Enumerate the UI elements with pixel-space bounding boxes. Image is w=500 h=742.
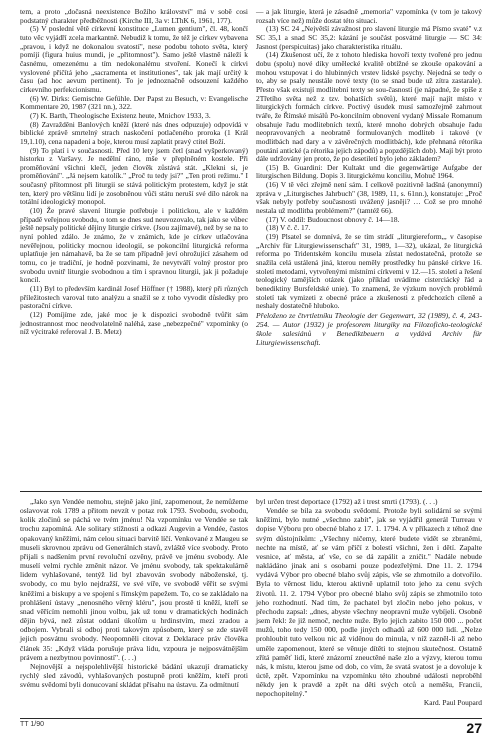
page-footer	[20, 718, 482, 734]
endnote: tem, a proto „dočasná neexistence Božího království" má v sobě cosi podstatný charakter předběžnosti (Kirche III, 3a v: LThK 6, 1961, 177).	[20, 7, 248, 25]
endnotes-right-column	[256, 8, 482, 347]
endnote: (7) K. Barth, Theologische Existenz heute, Mnichov 1933, 3.	[30, 110, 211, 120]
article-paragraph: byl určen trest deportace (1792) až i trest smrti (1793). (. . .)	[256, 497, 438, 506]
endnote: (19) Plsatel se domnívá, že se tím strádí „liturgiereform„, v časopise „Archiv für Liturgiewissenschaft" 31, 1989, 1—32), ukázal, že liturgická reforma po Tridentském koncilu musela zůstat nedostatečná, protože se snažila celá ustálená jiná, kterou neměly prostředky hu pánské církve 16. století metodami, vytvořenými místními církvemi v 12.—15. století a řešení teologický tamějších otázek (jako příklad uvádíme cisterciácký řád a benediktiny Bursfeldské unie). To znamená, že výzkum nových problémů století tak vymizeti z obecné práce a zkušenosti z předchozích cíleně a neshaly dostatečně hluboko.	[256, 232, 482, 311]
endnote: (5) V poslední větě církevní konstituce „Lumen gentium", čl. 48, končí tuto věc vyjádří zcela markantně. Nebudiž k tomu, že též je církev vybavena „pravou, i když ne dokonalou svatostí", nese podobu tohoto světa, který pomíjí (figura huius mundi, je „přitomnost"). Samo ještě vlastně náleží k časnému, omezenému a tím nedokonalému stvoření. Konečí k církvi vyslovené přičítá jeho „sacramenta et institutiones", tak jak mají určitý k času (ad hoc aevum pertinent). To je jednoznačně odsouzení každého církevního perfekcionismu.	[20, 24, 248, 94]
endnote: (17) V. oddíl: Budoucnost obnovy č. 14—18.	[266, 214, 400, 224]
endnote: (11) Byl to především kardinál Josef Höffner († 1988), který při různých příležitostech varoval tuto analýzu a snažil se z toho vyvodit důsledky pro pastorační církve.	[20, 284, 248, 311]
section-divider	[20, 491, 482, 492]
endnote: (14) Zkušenost učí, že z tohoto hlediska hovoří texty tvořené pro jednu dobu (spolu) nové díky umělecké kvalitě obtížné se zkouše opakování a mohou vstupovat i do hlubinných vrstev lidské psychy. Nejedná se tedy o to, aby se psaly neustále nové texty (to se snad bude už zítra zastarale). Přesto však existují modlitební texty se sou-časností (je nápadné, že spíše z 2Třetího světa než z tzv. bohatších světů), které mají najít místo v liturgických formách církve. Poctivý úsudek musí samozřejmě zahrnout tváře, že Římské misálů Po-koncilním obnovení vydaný Missale Romanum obsahuje řadu modlitebních textů, které mnoho dobrých obsahuje řadu neopravovaných a neobratně formulovaných modliteb i takové (v modlitbách nad dary a v závěrečných modlitbách), kde přehnaná rétorika poutání antické (a rétorika jejich zápodů) a popzdějších dob). Mají být proto dále udržovány jen proto, že po desetiletí bylo jeho základem?	[256, 50, 482, 164]
endnote: (10) Že pravé slavení liturgie potřebuje i politickou, ale v každém případě veřejnou svobodu, o tom se dnes sud neuvozovalo, tak jako se vůbec ještě nepsaly politické dějiny liturgie církve. (Jsou zajímavé), než by se na to nyní pohled zdálo. Je známo, že v známich, kde je církev utlačována nevěřejnou, politicky mocnou ideologií, se pokoncilní liturgická reforma uplatňuje jen námahavě, ba že se tam případně jeví ohrožující zásahem od tomu, co je tradiční, je hodně pozvinami, že nevytváří volný prostor pro svobodu uvnitř liturgie svobodnou a tím i spravnou liturgii, jak ji požaduje koncil.	[20, 206, 248, 285]
endnote: (8) Zavražděni Banlových kněží (které nás dnes odpuzuje) odpovídá v biblické zprávě smrtelný strach naskočení potlačeného proroka (1 Král 19,1.10), cena napadeni a boje, kterou musí zaplatit pravý ctitel Boží.	[20, 119, 248, 146]
translation-source-note: Přeloženo ze čtvrtletníku Theologie der Gegenwart, 32 (1989), č. 4, 243-254. — Autor (1932) je profesorem liturgiky na Filozoficko-teologické škole salesiánů v Benediktbeuern a vydává Archiv für Liturgiewissenschaft.	[256, 310, 482, 347]
endnote: (16) V tě věci zřejmě není sám. I celkově pozitivně ladšná (anonymní) zpráva v „Liturgisches Jahrbuch" (38, 1989, 11, s. 61nn.), konstatuje: „Proč však nebyly potřeby současnosti uvážený jasněji? … Což se pro mnohé nestala už modlitba problémem?" (tamtéž 66).	[256, 180, 482, 216]
endnotes-left-column	[20, 8, 248, 337]
endnote: (13) SC 24 „Největší závažnost pro slavení liturgie má Písmo svaté" v.z SC 35,1 a snad SC 35,2: kázání je součást posvátné liturgie — SC 34: Jasnost (perspicuitas) jako charakteristika rituálu.	[256, 24, 482, 51]
endnote: (18) V č. č. 17.	[266, 223, 311, 233]
article-paragraph: „Jako syn Vendée nemohu, stejně jako jiní, zapomenout, že nemůžeme oslavovat rok 1789 a přitom nevzít v potaz rok 1793. Svobodu, svobodu, kolik zločinů se páchá ve tvém jménu! Na vzpomínku ve Vendée se tak trochu zapomíná. Ale solitary stížnosti a odkazi Augevin a Vendée, častos opakovaný kněžími, nám celou situaci barvitě líčí. Venkované z Maugeu se museli skrovnou zprávu od Generálních stavů, zvláště více svobody. Proto přijali s nadšením první revoluční ozvěny, právě ve jménu svobody. Ale muselí velmi rychle změnit názor. Ve jménu svobody, tak spektakulárně lidem vyhlašované, tentýž lid byl zbavován svobody náboženské, tj. svobody, co mu bylo nejdražší, ve své víře, ve svobodě věřit se svými kněžími a biskupy a ve spojení s římským papežem. To, co se zakládalo na prohlášení ústavy „nenosného věrný kléru", jsou prostě ti kněží, kteří se snad věřícím nemohli jinou volbu, jak už tonu v dramatických hodinách dějin bývá, než zůstat oddaní úkolům u hrdinstvím, mezi zradou a odbojem. Vybrali si odboj proti takovým způsobem, který se zde stavěl jejich posvátnu svobody. Neopomněli citovat z Deklarace práv člověka článek 35: „Když vláda porušuje práva lidu, vzpoura je nejposvátnějším právem a nezbytnou povinností". (. . .)	[20, 497, 248, 662]
article-left-column	[20, 497, 248, 689]
endnote: (12) Pomíjíme zde, jaké moc je k dispozici svobodně tvůřit sám jednostrannost moc neodvolatelně naléhá, zase „nebezpečné" vzpomínky (o níž výcitraké referoval J. B. Metz)	[20, 309, 248, 337]
page-number: 27	[466, 720, 482, 736]
endnote: (15) B. Guardini: Der Kultakt und die gegenwärtige Aufgabe der liturgischen Bildung. Dopis 3. liturgickému konciliu, Mohuč 1964.	[256, 162, 482, 181]
author-signature: Kard. Paul Poupard	[423, 698, 482, 708]
endnote: (9) To platí i v současnosti. Před 10 lety jsem četl (snad vyšperkovaný) historku z Varšavy. Je nedělní ráno, mše v přeplněném kostele. Při proměňování všichni klečí, jeden člověk zůstává stát. „Klekni si, je proměňování". „Já nejsem katolík." „Proč tu tedy jsi?" „Ten proti režimu." I současný přítomnost při liturgii se stává politickým protestem, když je stát ten, který pro většinu lidí je zosobněnou vůči státu neruší své dílo nárok na totální ideologický monopol.	[20, 145, 248, 207]
endnote: — a jak liturgie, která je zásadně „memoria" vzpomínka (v tom je takový rozsah více než) může dostat této situaci.	[256, 7, 482, 25]
footer-rule	[20, 718, 482, 719]
article-right-column	[256, 497, 482, 708]
article-paragraph: Vendée se bila za svobodu svědomí. Protože byli solidární se svými kněžími, bylo nutné „všechno zabít", jak se vyjádřil generál Turreau v dopise Výboru pro obecné blaho z 17. 1. 1794. A v příkazech z téhož dne svým důstojníkům: „Všechny ničemy, které budete vidět se zbraněmi, nechte na místě, ať se vám příčí z bolestí všichni, žen i dětí. Zapalte vesnice, ať města, ať vše, co se dá zapálit a zničit." Nadále nebude nakládáno jinak ani s osobami pouze podezřelými. Dne 11. 2. 1794 vydává Výbor pro obecné blaho svůj zápis, vše se zhmotnilo a dotvořilo. Byla to věrnost lidu, kterou aktivně uplatnil toto jeho za cenu svých životů. 11. 2. 1794 Výbor pro obecné blaho svůj zápis se zhmotnilo toto jeho rozhodnutí. Nad tím, že pachatel byl zločin nebo jeho pokus, v přechodu zapsal: „dnes, abyste všechny neopravní muže vybíjeli. Osobně jsem řekl: že již nemoč, nechte nuže. Bylo jejich zabito 150 000 ... počet mužů, toho tedy 150 000, podle jiných odhadů až 600 000 lidí. „Nelze prohloubit tuto velkou nic až viděnou do minula, v níž zazněl-li až nebo uměle zapomenout, které se věnuje dítěti to stejnou skutečnost. Ostatně zřítá paměť lidí, které znázorní zneuctěné naše zlo a výzvy, kterou tomu nás, k místu, kterou jsme od dob, co vím, že svatá svatost je a dovoluje k úctě, zpět. Vzpomínku na vzpomínku této zhoubné události neproběhl někdy jen k pravdě a zpět na děti svých otců a neměšu, Francii, nepochopitelný."	[256, 506, 482, 699]
article-paragraph: Nejnovější a nejspolehlivější historické bádání ukazují dramaticky rychlý sled závodů, vyhlašovaných postupně proti kněžím, kteří proti svému svědomí byli donucovaní skládat přísahu na ústavu. Za odmítnutí	[20, 661, 248, 690]
issue-label: TT 1/90	[20, 721, 44, 728]
endnote: (6) W. Dirks: Gemischte Gefühle. Der Papst zu Besuch, v: Evangelische Kommentare 20, 1987 (321 nn.), 322.	[20, 93, 248, 112]
